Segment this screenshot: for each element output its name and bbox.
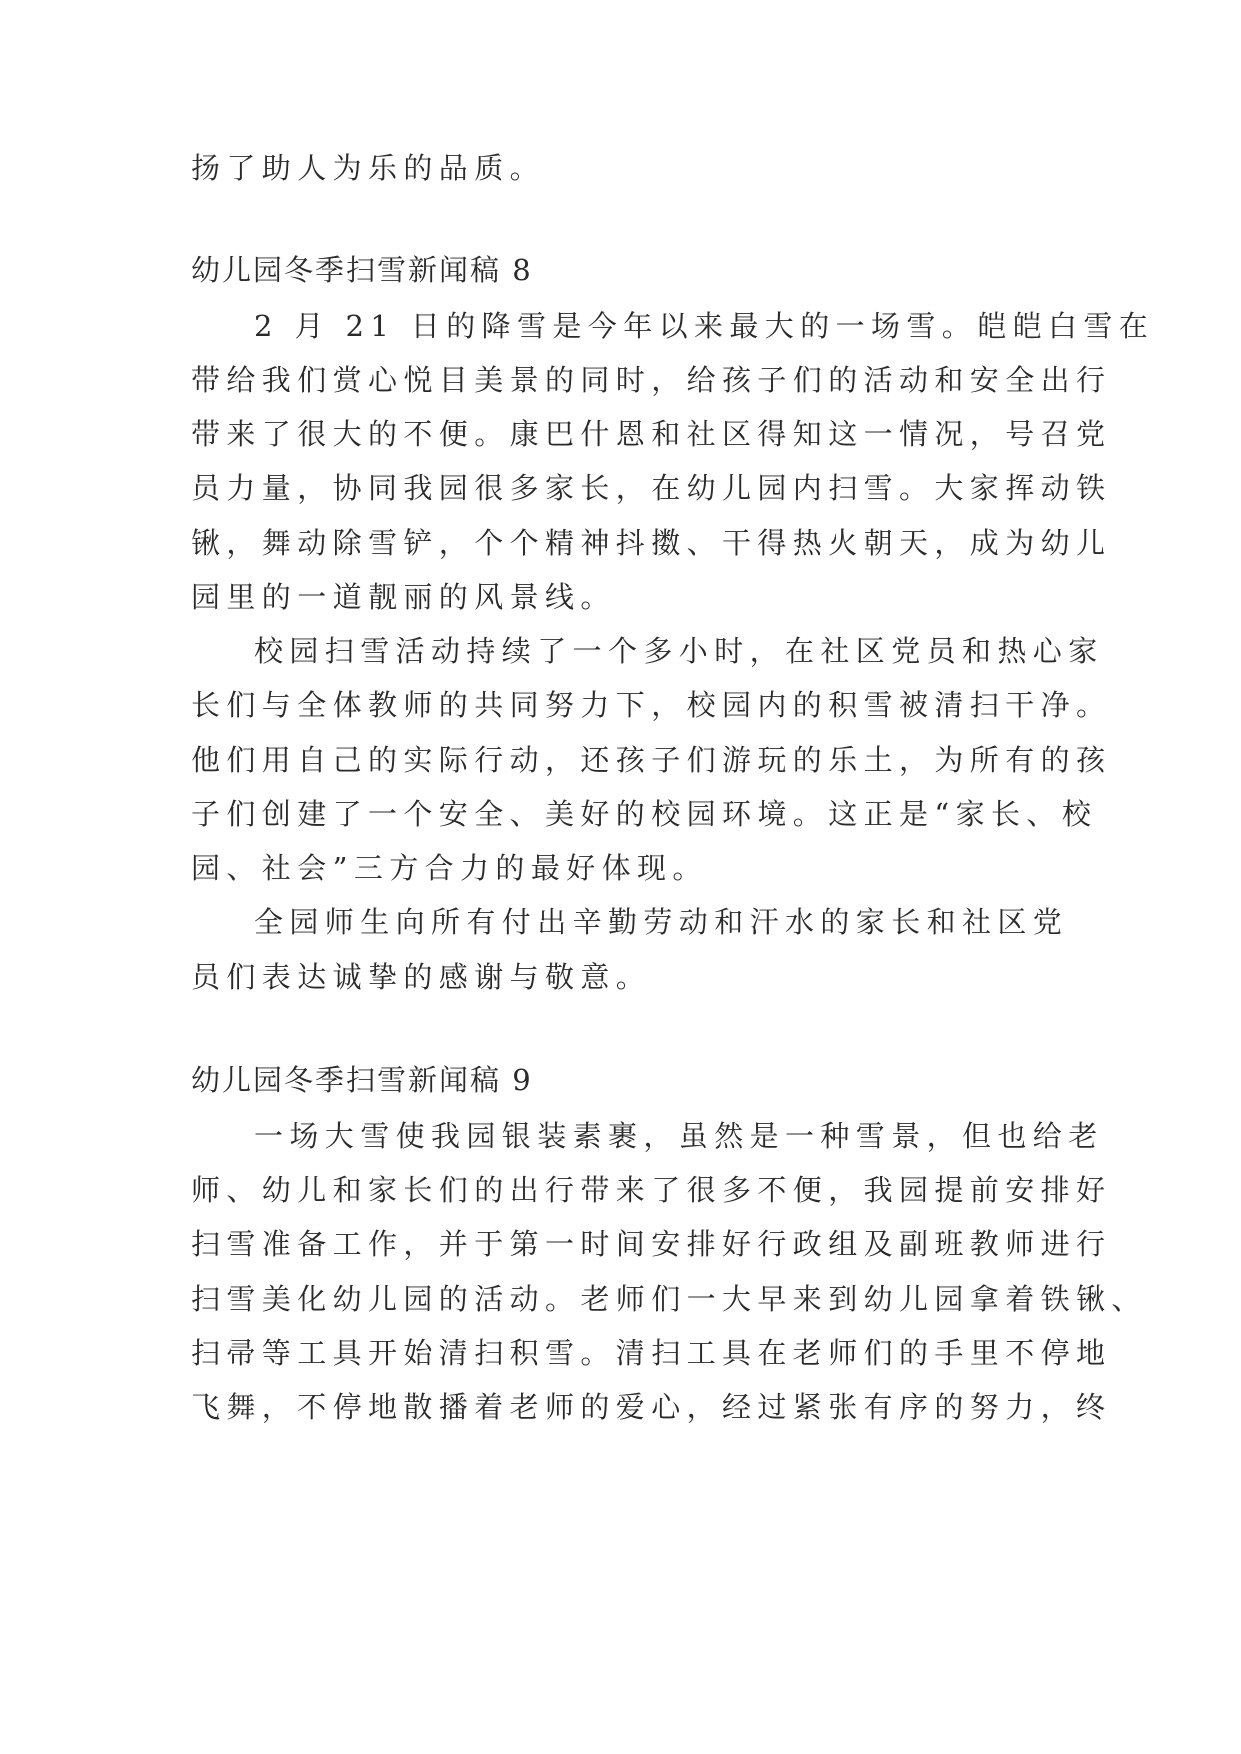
- paragraph-line: 园里的一道靓丽的风景线。: [191, 580, 616, 614]
- paragraph-line: 园、社会”三方合力的最好体现。: [191, 851, 708, 885]
- paragraph-line: 2 月 21 日的降雪是今年以来最大的一场雪。皑皑白雪在: [254, 309, 1155, 343]
- paragraph-line: 师、幼儿和家长们的出行带来了很多不便，我园提前安排好: [191, 1173, 1112, 1207]
- section-heading: 幼儿园冬季扫雪新闻稿 9: [191, 1063, 533, 1097]
- paragraph-line: 校园扫雪活动持续了一个多小时，在社区党员和热心家: [254, 634, 1104, 668]
- paragraph-line: 飞舞，不停地散播着老师的爱心，经过紧张有序的努力，终: [191, 1390, 1112, 1424]
- paragraph-line: 扬了助人为乐的品质。: [191, 151, 546, 185]
- paragraph-line: 扫帚等工具开始清扫积雪。清扫工具在老师们的手里不停地: [191, 1336, 1112, 1370]
- paragraph-line: 员们表达诚挚的感谢与敬意。: [191, 960, 652, 994]
- paragraph-line: 他们用自己的实际行动，还孩子们游玩的乐土，为所有的孩: [191, 743, 1112, 777]
- paragraph-line: 全园师生向所有付出辛勤劳动和汗水的家长和社区党: [254, 905, 1069, 939]
- paragraph-line: 带来了很大的不便。康巴什恩和社区得知这一情况，号召党: [191, 417, 1112, 451]
- paragraph-line: 锹，舞动除雪铲，个个精神抖擞、干得热火朝天，成为幼儿: [191, 526, 1112, 560]
- paragraph-line: 子们创建了一个安全、美好的校园环境。这正是“家长、校: [191, 797, 1098, 831]
- paragraph-line: 员力量，协同我园很多家长，在幼儿园内扫雪。大家挥动铁: [191, 471, 1112, 505]
- paragraph-line: 一场大雪使我园银装素裹，虽然是一种雪景，但也给老: [254, 1119, 1104, 1153]
- paragraph-line: 长们与全体教师的共同努力下，校园内的积雪被清扫干净。: [191, 688, 1112, 722]
- paragraph-line: 扫雪准备工作，并于第一时间安排好行政组及副班教师进行: [191, 1227, 1112, 1261]
- paragraph-line: 扫雪美化幼儿园的活动。老师们一大早来到幼儿园拿着铁锹、: [191, 1282, 1147, 1316]
- section-heading: 幼儿园冬季扫雪新闻稿 8: [191, 253, 533, 287]
- paragraph-line: 带给我们赏心悦目美景的同时，给孩子们的活动和安全出行: [191, 363, 1112, 397]
